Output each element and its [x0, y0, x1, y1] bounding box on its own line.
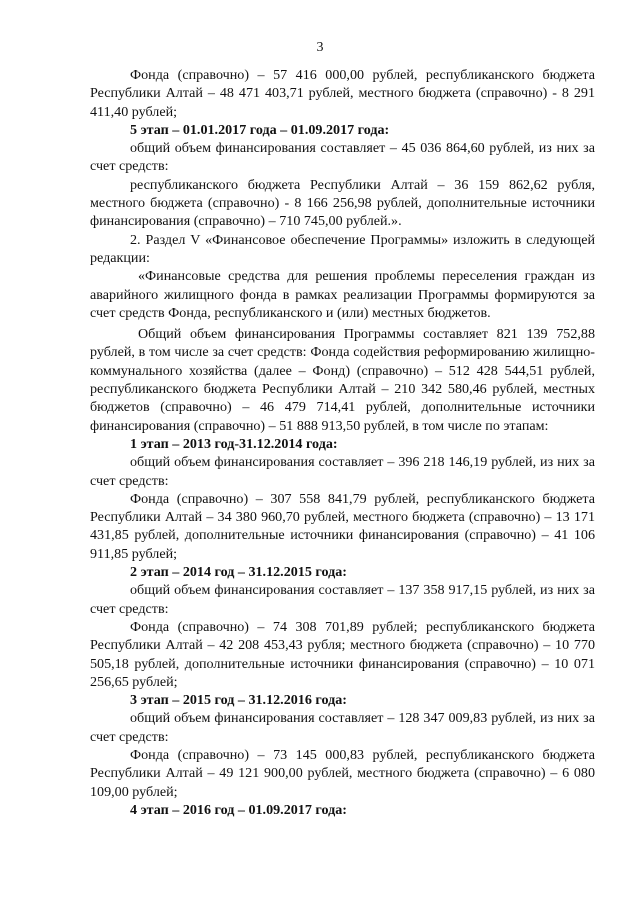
paragraph: Фонда (справочно) – 307 558 841,79 рублей, республиканского бюджета Республики Алтай – 34 380 960,70 рублей, местного бюджета (справочно) – 13 171 431,85 рублей, дополнительные источники финансирования (справочно) – 41 106 911,85 рублей;	[90, 490, 595, 562]
stage-heading: 5 этап – 01.01.2017 года – 01.09.2017 года:	[130, 121, 390, 138]
paragraph: 2. Раздел V «Финансовое обеспечение Программы» изложить в следующей редакции:	[90, 231, 595, 266]
paragraph: Фонда (справочно) – 73 145 000,83 рублей, республиканского бюджета Республики Алтай – 49 121 900,00 рублей, местного бюджета (справочно) – 6 080 109,00 рублей;	[90, 746, 595, 800]
paragraph: Фонда (справочно) – 74 308 701,89 рублей; республиканского бюджета Республики Алтай – 42 208 453,43 рубля; местного бюджета (справочно) – 10 770 505,18 рублей, дополнительные источники финансирования (справочно) – 10 071 256,65 рублей;	[90, 618, 595, 690]
stage-heading: 2 этап – 2014 год – 31.12.2015 года:	[130, 564, 347, 581]
paragraph: «Финансовые средства для решения проблемы переселения граждан из аварийного жилищного фонда в рамках реализации Программы формируются за счет средств Фонда, республиканского и (или) местных бюджетов.	[90, 268, 595, 321]
paragraph: общий объем финансирования составляет – 137 358 917,15 рублей, из них за счет средств:	[90, 582, 595, 617]
document-body	[90, 66, 595, 819]
paragraph: общий объем финансирования составляет – 396 218 146,19 рублей, из них за счет средств:	[90, 454, 595, 489]
stage-heading: 1 этап – 2013 год-31.12.2014 года:	[130, 435, 338, 452]
paragraph: Общий объем финансирования Программы составляет 821 139 752,88 рублей, в том числе за счет средств: Фонда содействия реформированию жилищно-коммунального хозяйства (далее – Фонд) (справочно) – 512 428 544,51 рублей, республиканского бюджета Республики Алтай – 210 342 580,46 рублей, местных бюджетов (справочно) – 46 479 714,41 рублей, дополнительные источники финансирования (справочно) – 51 888 913,50 рублей, в том числе по этапам:	[90, 326, 595, 434]
paragraph: общий объем финансирования составляет – 128 347 009,83 рублей, из них за счет средств:	[90, 710, 595, 745]
paragraph: республиканского бюджета Республики Алтай – 36 159 862,62 рубля, местного бюджета (справочно) - 8 166 256,98 рублей, дополнительные источники финансирования (справочно) – 710 745,00 рублей.».	[90, 176, 595, 230]
stage-heading: 4 этап – 2016 год – 01.09.2017 года:	[130, 801, 347, 818]
page-number: 3	[316, 40, 324, 55]
paragraph: Фонда (справочно) – 57 416 000,00 рублей, республиканского бюджета Республики Алтай – 48 471 403,71 рублей, местного бюджета (справочно) - 8 291 411,40 рублей;	[90, 67, 595, 120]
stage-heading: 3 этап – 2015 год – 31.12.2016 года:	[130, 692, 347, 709]
paragraph: общий объем финансирования составляет – 45 036 864,60 рублей, из них за счет средств:	[90, 140, 595, 175]
